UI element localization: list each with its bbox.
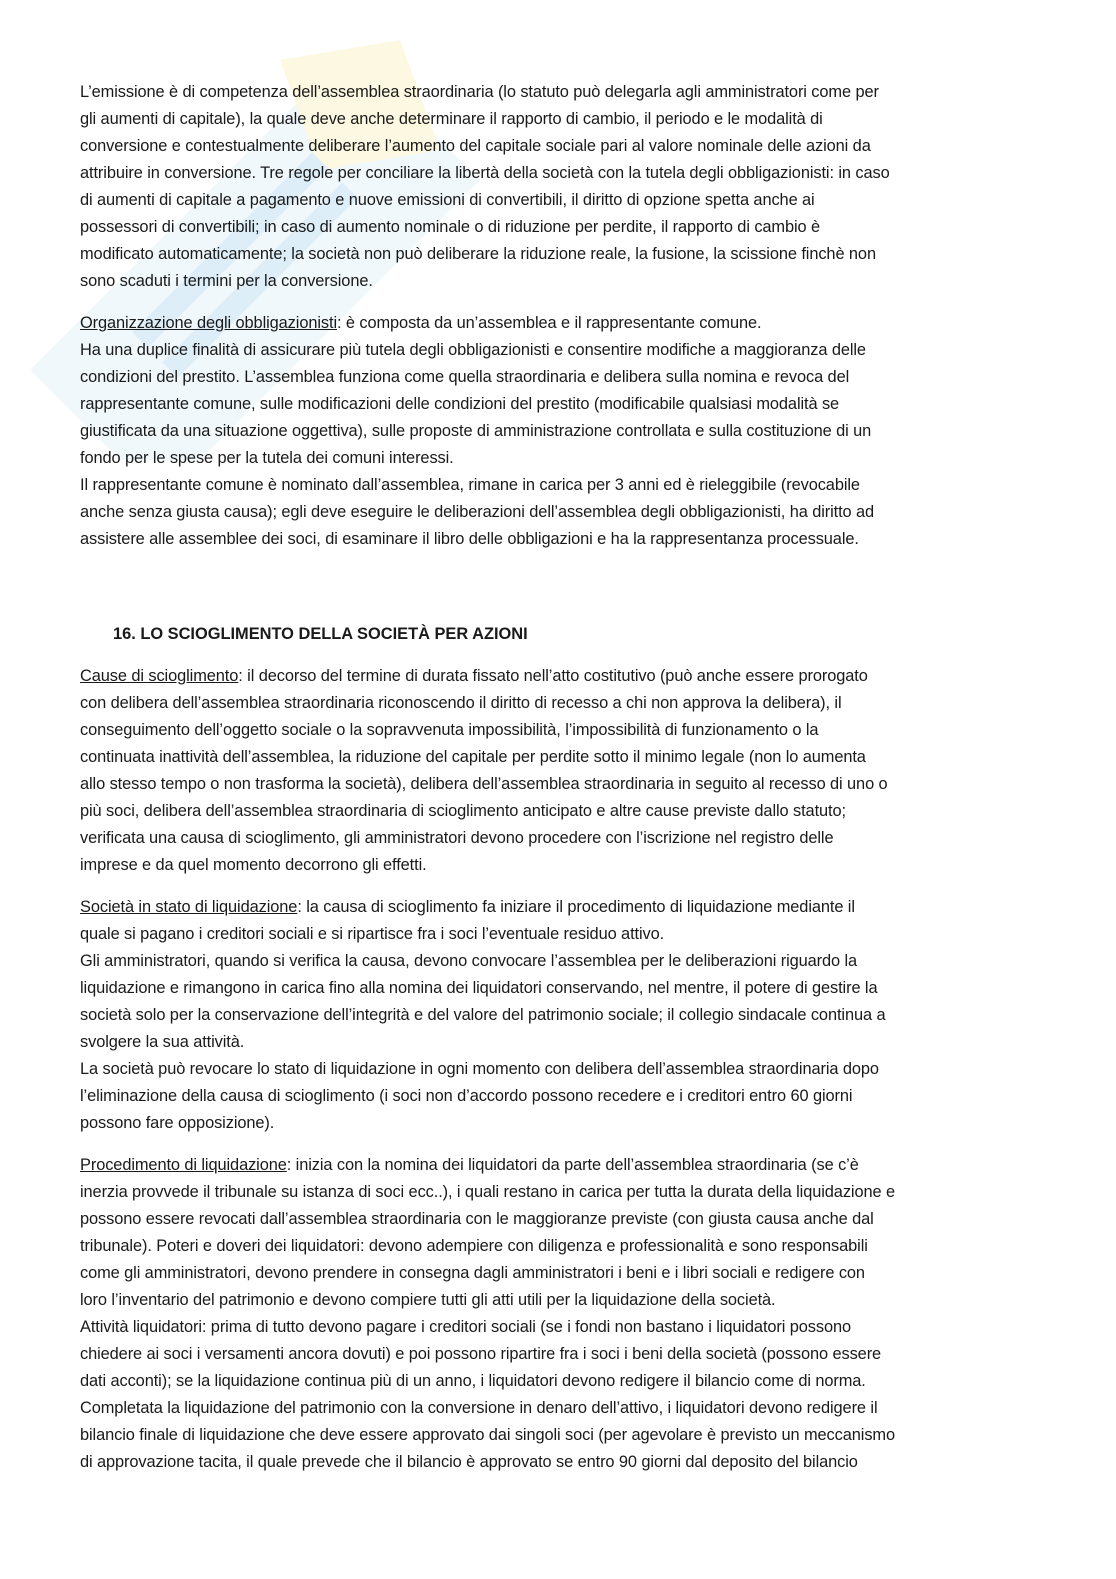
paragraph	[80, 1152, 1040, 1476]
line-text: : la causa di scioglimento fa iniziare il procedimento di liquidazione mediante il	[297, 898, 855, 916]
text-line	[80, 894, 1040, 921]
line-text: tribunale). Poteri e doveri dei liquidatori: devono adempiere con diligenza e professionalità e sono responsabili	[80, 1237, 868, 1255]
line-text: modificato automaticamente; la società non può deliberare la riduzione reale, la fusione, la scissione finchè non	[80, 245, 876, 263]
line-text: quale si pagano i creditori sociali e si ripartisce fra i soci l’eventuale residuo attivo.	[80, 925, 665, 943]
line-text: più soci, delibera dell’assemblea straordinaria di scioglimento anticipato e altre cause previste dallo statuto;	[80, 802, 846, 820]
line-text: : inizia con la nomina dei liquidatori da parte dell’assemblea straordinaria (se c’è	[286, 1156, 859, 1174]
paragraph-lead-term: Organizzazione degli obbligazionisti	[80, 314, 337, 332]
paragraph	[80, 894, 1040, 1137]
line-text: l’eliminazione della causa di scioglimento (i soci non d’accordo possono recedere e i creditori entro 60 giorni	[80, 1087, 853, 1105]
line-text: loro l’inventario del patrimonio e devono compiere tutti gli atti utili per la liquidazione della società.	[80, 1291, 776, 1309]
text-line	[80, 1110, 1040, 1137]
line-text: assistere alle assemblee dei soci, di esaminare il libro delle obbligazioni e ha la rappresentanza processuale.	[80, 530, 859, 548]
text-line	[80, 1083, 1040, 1110]
text-line	[80, 1341, 1040, 1368]
line-text: L’emissione è di competenza dell’assemblea straordinaria (lo statuto può delegarla agli amministratori come per	[80, 83, 879, 101]
text-line	[80, 948, 1040, 975]
text-line	[80, 160, 1040, 187]
text-line	[80, 106, 1040, 133]
text-line	[80, 1314, 1040, 1341]
line-text: fondo per le spese per la tutela dei comuni interessi.	[80, 449, 454, 467]
line-text: verificata una causa di scioglimento, gli amministratori devono procedere con l’iscrizione nel registro delle	[80, 829, 834, 847]
text-line	[80, 771, 1040, 798]
line-text: anche senza giusta causa); egli deve eseguire le deliberazioni dell’assemblea degli obbligazionisti, ha diritto ad	[80, 503, 875, 521]
text-line	[80, 1422, 1040, 1449]
text-line	[80, 241, 1040, 268]
line-text: rappresentante comune, sulle modificazioni delle condizioni del prestito (modificabile qualsiasi modalità se	[80, 395, 840, 413]
text-line	[80, 921, 1040, 948]
document-body	[80, 79, 1040, 1491]
line-text: : il decorso del termine di durata fissato nell’atto costitutivo (può anche essere prorogato	[238, 667, 868, 685]
text-line	[80, 310, 1040, 337]
text-line	[80, 798, 1040, 825]
text-line	[80, 663, 1040, 690]
line-text: sono scaduti i termini per la conversione.	[80, 272, 373, 290]
text-line	[80, 418, 1040, 445]
text-line	[80, 214, 1040, 241]
line-text: attribuire in conversione. Tre regole per conciliare la libertà della società con la tutela degli obbligazionisti: in caso	[80, 164, 890, 182]
text-line	[80, 1002, 1040, 1029]
line-text: Il rappresentante comune è nominato dall’assemblea, rimane in carica per 3 anni ed è rieleggibile (revocabile	[80, 476, 860, 494]
line-text: possono fare opposizione).	[80, 1114, 275, 1132]
text-line	[80, 499, 1040, 526]
paragraph-lead-term: Cause di scioglimento	[80, 667, 239, 685]
text-line	[80, 1395, 1040, 1422]
line-text: di aumenti di capitale a pagamento e nuove emissioni di convertibili, il diritto di opzione spetta anche ai	[80, 191, 815, 209]
line-text: conseguimento dell’oggetto sociale o la sopravvenuta impossibilità, l’impossibilità di funzionamento o la	[80, 721, 819, 739]
line-text: giustificata da una situazione oggettiva), sulle proposte di amministrazione controllata e sulla costituzione di un	[80, 422, 872, 440]
line-text: inerzia provvede il tribunale su istanza di soci ecc..), i quali restano in carica per tutta la durata della liquidazione e	[80, 1183, 895, 1201]
line-text: Gli amministratori, quando si verifica la causa, devono convocare l’assemblea per le deliberazioni riguardo la	[80, 952, 858, 970]
text-line	[80, 690, 1040, 717]
text-line	[80, 445, 1040, 472]
text-line	[80, 187, 1040, 214]
text-line	[80, 1206, 1040, 1233]
line-text: di approvazione tacita, il quale prevede che il bilancio è approvato se entro 90 giorni dal deposito del bilancio	[80, 1453, 858, 1471]
text-line	[80, 1368, 1040, 1395]
line-text: possono essere revocati dall’assemblea straordinaria con le maggioranze previste (con giusta causa anche dal	[80, 1210, 874, 1228]
text-line	[80, 133, 1040, 160]
paragraph	[80, 310, 1040, 553]
line-text: : è composta da un’assemblea e il rappresentante comune.	[337, 314, 762, 332]
text-line	[80, 825, 1040, 852]
text-line	[80, 852, 1040, 879]
line-text: imprese e da quel momento decorrono gli effetti.	[80, 856, 427, 874]
text-line	[80, 391, 1040, 418]
line-text: con delibera dell’assemblea straordinaria riconoscendo il diritto di recesso a chi non approva la delibera), il	[80, 694, 842, 712]
text-line	[80, 526, 1040, 553]
text-line	[80, 717, 1040, 744]
text-line	[80, 1179, 1040, 1206]
line-text: continuata inattività dell’assemblea, la riduzione del capitale per perdite sotto il minimo legale (non lo aumenta	[80, 748, 866, 766]
line-text: Attività liquidatori: prima di tutto devono pagare i creditori sociali (se i fondi non bastano i liquidatori possono	[80, 1318, 852, 1336]
text-line	[80, 1029, 1040, 1056]
line-text: Ha una duplice finalità di assicurare più tutela degli obbligazionisti e consentire modifiche a maggioranza delle	[80, 341, 866, 359]
line-text: possessori di convertibili; in caso di aumento nominale o di riduzione per perdite, il rapporto di cambio è	[80, 218, 821, 236]
section-heading: 16. LO SCIOGLIMENTO DELLA SOCIETÀ PER AZIONI	[113, 625, 528, 643]
text-line	[80, 268, 1040, 295]
text-line	[80, 472, 1040, 499]
paragraph	[80, 663, 1040, 879]
text-line	[80, 79, 1040, 106]
text-line	[80, 337, 1040, 364]
text-line	[80, 1260, 1040, 1287]
text-line	[80, 975, 1040, 1002]
line-text: dati acconti); se la liquidazione continua più di un anno, i liquidatori devono redigere il bilancio come di norma.	[80, 1372, 866, 1390]
line-text: liquidazione e rimangono in carica fino alla nomina dei liquidatori conservando, nel mentre, il potere di gestire la	[80, 979, 878, 997]
text-line	[80, 364, 1040, 391]
line-text: allo stesso tempo o non trasforma la società), delibera dell’assemblea straordinaria in seguito al recesso di uno o	[80, 775, 888, 793]
paragraph	[80, 79, 1040, 295]
line-text: società solo per la conservazione dell’integrità e del valore del patrimonio sociale; il collegio sindacale continua a	[80, 1006, 886, 1024]
line-text: Completata la liquidazione del patrimonio con la conversione in denaro dell’attivo, i liquidatori devono redigere il	[80, 1399, 878, 1417]
text-line	[80, 744, 1040, 771]
line-text: conversione e contestualmente deliberare l’aumento del capitale sociale pari al valore nominale delle azioni da	[80, 137, 871, 155]
line-text: gli aumenti di capitale), la quale deve anche determinare il rapporto di cambio, il periodo e le modalità di	[80, 110, 823, 128]
text-line	[80, 1056, 1040, 1083]
line-text: chiedere ai soci i versamenti ancora dovuti) e poi possono ripartire fra i soci i beni della società (possono essere	[80, 1345, 882, 1363]
line-text: come gli amministratori, devono prendere in consegna dagli amministratori i beni e i libri sociali e redigere con	[80, 1264, 865, 1282]
paragraph-lead-term: Procedimento di liquidazione	[80, 1156, 287, 1174]
line-text: bilancio finale di liquidazione che deve essere approvato dai singoli soci (per agevolare è previsto un meccanismo	[80, 1426, 895, 1444]
line-text: La società può revocare lo stato di liquidazione in ogni momento con delibera dell’assemblea straordinaria dopo	[80, 1060, 879, 1078]
paragraph-lead-term: Società in stato di liquidazione	[80, 898, 298, 916]
text-line	[80, 1152, 1040, 1179]
text-line	[80, 1287, 1040, 1314]
line-text: svolgere la sua attività.	[80, 1033, 245, 1051]
line-text: condizioni del prestito. L’assemblea funziona come quella straordinaria e delibera sulla nomina e revoca del	[80, 368, 850, 386]
text-line	[80, 1449, 1040, 1476]
text-line	[80, 1233, 1040, 1260]
